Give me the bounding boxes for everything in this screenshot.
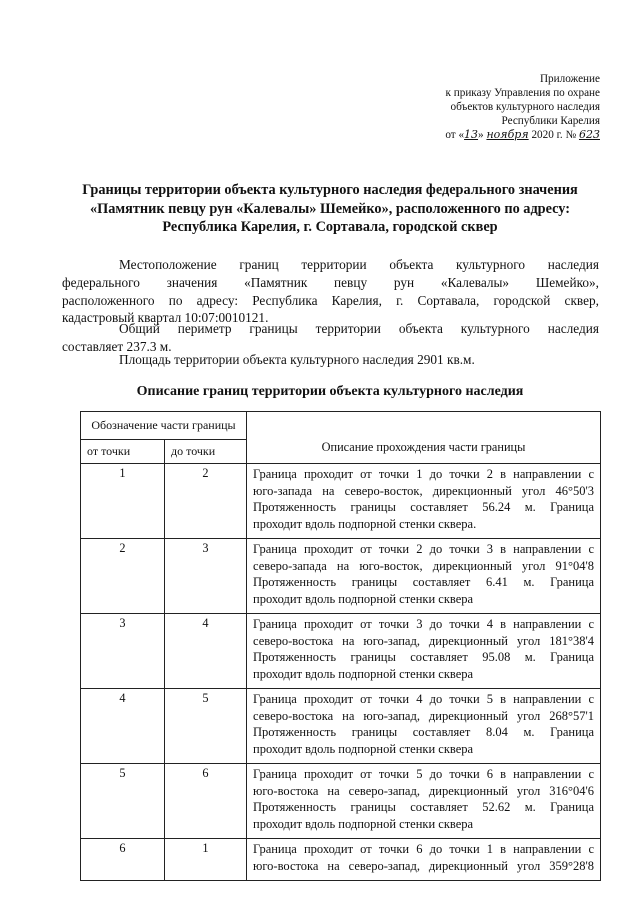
- description-line: Граница проходит от точки 6 до точки 1 в направлении с: [253, 842, 594, 856]
- description-line: Протяженность границы составляет 8.04 м. Граница: [253, 725, 594, 739]
- description-line: северо-запада на юго-восток, дирекционный угол 91°04'8: [253, 558, 594, 573]
- description-line: Граница проходит от точки 1 до точки 2 в направлении с: [253, 467, 594, 481]
- description-line: проходит вдоль подпорной стенки сквера: [253, 741, 474, 756]
- description-line: проходит вдоль подпорной стенки сквера: [253, 591, 474, 606]
- paragraph-line: составляет 237.3 м.: [62, 338, 172, 354]
- table-header-row: [81, 412, 601, 440]
- description-line: проходит вдоль подпорной стенки сквера.: [253, 516, 477, 531]
- from-point-cell: 5: [81, 764, 165, 839]
- description-line: проходит вдоль подпорной стенки сквера: [253, 816, 474, 831]
- description-line: юго-запада на северо-восток, дирекционный угол 46°50'3: [253, 483, 594, 498]
- description-header: Описание прохождения части границы: [247, 412, 601, 464]
- to-point-cell: 2: [165, 464, 247, 539]
- to-point-cell: 1: [165, 839, 247, 881]
- title-line-1: Границы территории объекта культурного наследия федерального значения: [82, 182, 578, 198]
- appendix-header: [340, 72, 600, 142]
- table-row: [81, 464, 601, 539]
- table-body: [81, 464, 601, 881]
- to-point-cell: 3: [165, 539, 247, 614]
- description-line: проходит вдоль подпорной стенки сквера: [253, 666, 474, 681]
- from-point-cell: 6: [81, 839, 165, 881]
- date-suffix: 2020 г. №: [528, 129, 579, 141]
- table-row: [81, 839, 601, 881]
- description-line: Граница проходит от точки 2 до точки 3 в направлении с: [253, 542, 594, 556]
- handwritten-order-number: 623: [579, 128, 600, 141]
- paragraph-line: федерального значения «Памятник певцу рун «Калевалы» Шемейко»,: [62, 274, 599, 290]
- boundary-table: [80, 411, 601, 881]
- description-line: северо-востока на юго-запад, дирекционный угол 181°38'4: [253, 633, 594, 648]
- table-row: [81, 689, 601, 764]
- description-line: Протяженность границы составляет 6.41 м. Граница: [253, 575, 594, 589]
- table-row: [81, 764, 601, 839]
- description-cell: [247, 464, 601, 539]
- date-mid: »: [478, 129, 487, 141]
- description-cell: [247, 539, 601, 614]
- to-point-cell: 6: [165, 764, 247, 839]
- description-line: Граница проходит от точки 5 до точки 6 в направлении с: [253, 767, 594, 781]
- paragraph-line: кадастровый квартал 10:07:0010121.: [62, 310, 269, 326]
- document-title: [60, 181, 600, 237]
- from-point-cell: 2: [81, 539, 165, 614]
- appendix-authority-line: объектов культурного наследия: [450, 101, 600, 113]
- from-point-cell: 3: [81, 614, 165, 689]
- description-line: северо-востока на юго-запад, дирекционный угол 268°57'1: [253, 708, 594, 723]
- location-paragraph: [62, 256, 599, 327]
- description-line: Протяженность границы составляет 56.24 м. Граница: [253, 500, 594, 514]
- section-subtitle: Описание границ территории объекта культурного наследия: [136, 384, 524, 399]
- paragraph-line: Местоположение границ территории объекта культурного наследия: [119, 257, 599, 272]
- description-cell: [247, 614, 601, 689]
- description-line: Граница проходит от точки 3 до точки 4 в направлении с: [253, 617, 594, 631]
- appendix-region-line: Республики Карелия: [501, 115, 600, 127]
- title-line-2: «Памятник певцу рун «Калевалы» Шемейко», расположенного по адресу:: [89, 200, 571, 217]
- from-point-header: от точки: [81, 440, 165, 464]
- to-point-cell: 5: [165, 689, 247, 764]
- handwritten-month: ноября: [486, 128, 529, 141]
- description-cell: [247, 689, 601, 764]
- area-paragraph: [62, 351, 599, 369]
- description-cell: [247, 839, 601, 881]
- description-line: Протяженность границы составляет 52.62 м. Граница: [253, 800, 594, 814]
- paragraph-line: Площадь территории объекта культурного наследия 2901 кв.м.: [119, 352, 475, 367]
- table-row: [81, 614, 601, 689]
- date-prefix: от «: [445, 129, 465, 141]
- group-header: Обозначение части границы: [81, 412, 247, 440]
- paragraph-line: расположенного по адресу: Республика Карелия, г. Сортавала, городской сквер,: [62, 292, 599, 308]
- to-point-cell: 4: [165, 614, 247, 689]
- table-row: [81, 539, 601, 614]
- from-point-cell: 1: [81, 464, 165, 539]
- description-line: юго-востока на северо-запад, дирекционный угол 316°04'6: [253, 783, 594, 798]
- appendix-order-line: к приказу Управления по охране: [445, 87, 600, 99]
- appendix-date-line: [340, 128, 600, 142]
- to-point-header: до точки: [165, 440, 247, 464]
- description-line: Протяженность границы составляет 95.08 м. Граница: [253, 650, 594, 664]
- description-line: юго-востока на северо-запад, дирекционный угол 359°28'8: [253, 858, 594, 873]
- description-line: Граница проходит от точки 4 до точки 5 в направлении с: [253, 692, 594, 706]
- from-point-cell: 4: [81, 689, 165, 764]
- appendix-label: Приложение: [539, 73, 600, 85]
- description-cell: [247, 764, 601, 839]
- title-line-3: Республика Карелия, г. Сортавала, городской сквер: [162, 219, 498, 235]
- paragraph-line: Общий периметр границы территории объекта культурного наследия: [119, 321, 599, 336]
- handwritten-day: 13: [464, 128, 479, 141]
